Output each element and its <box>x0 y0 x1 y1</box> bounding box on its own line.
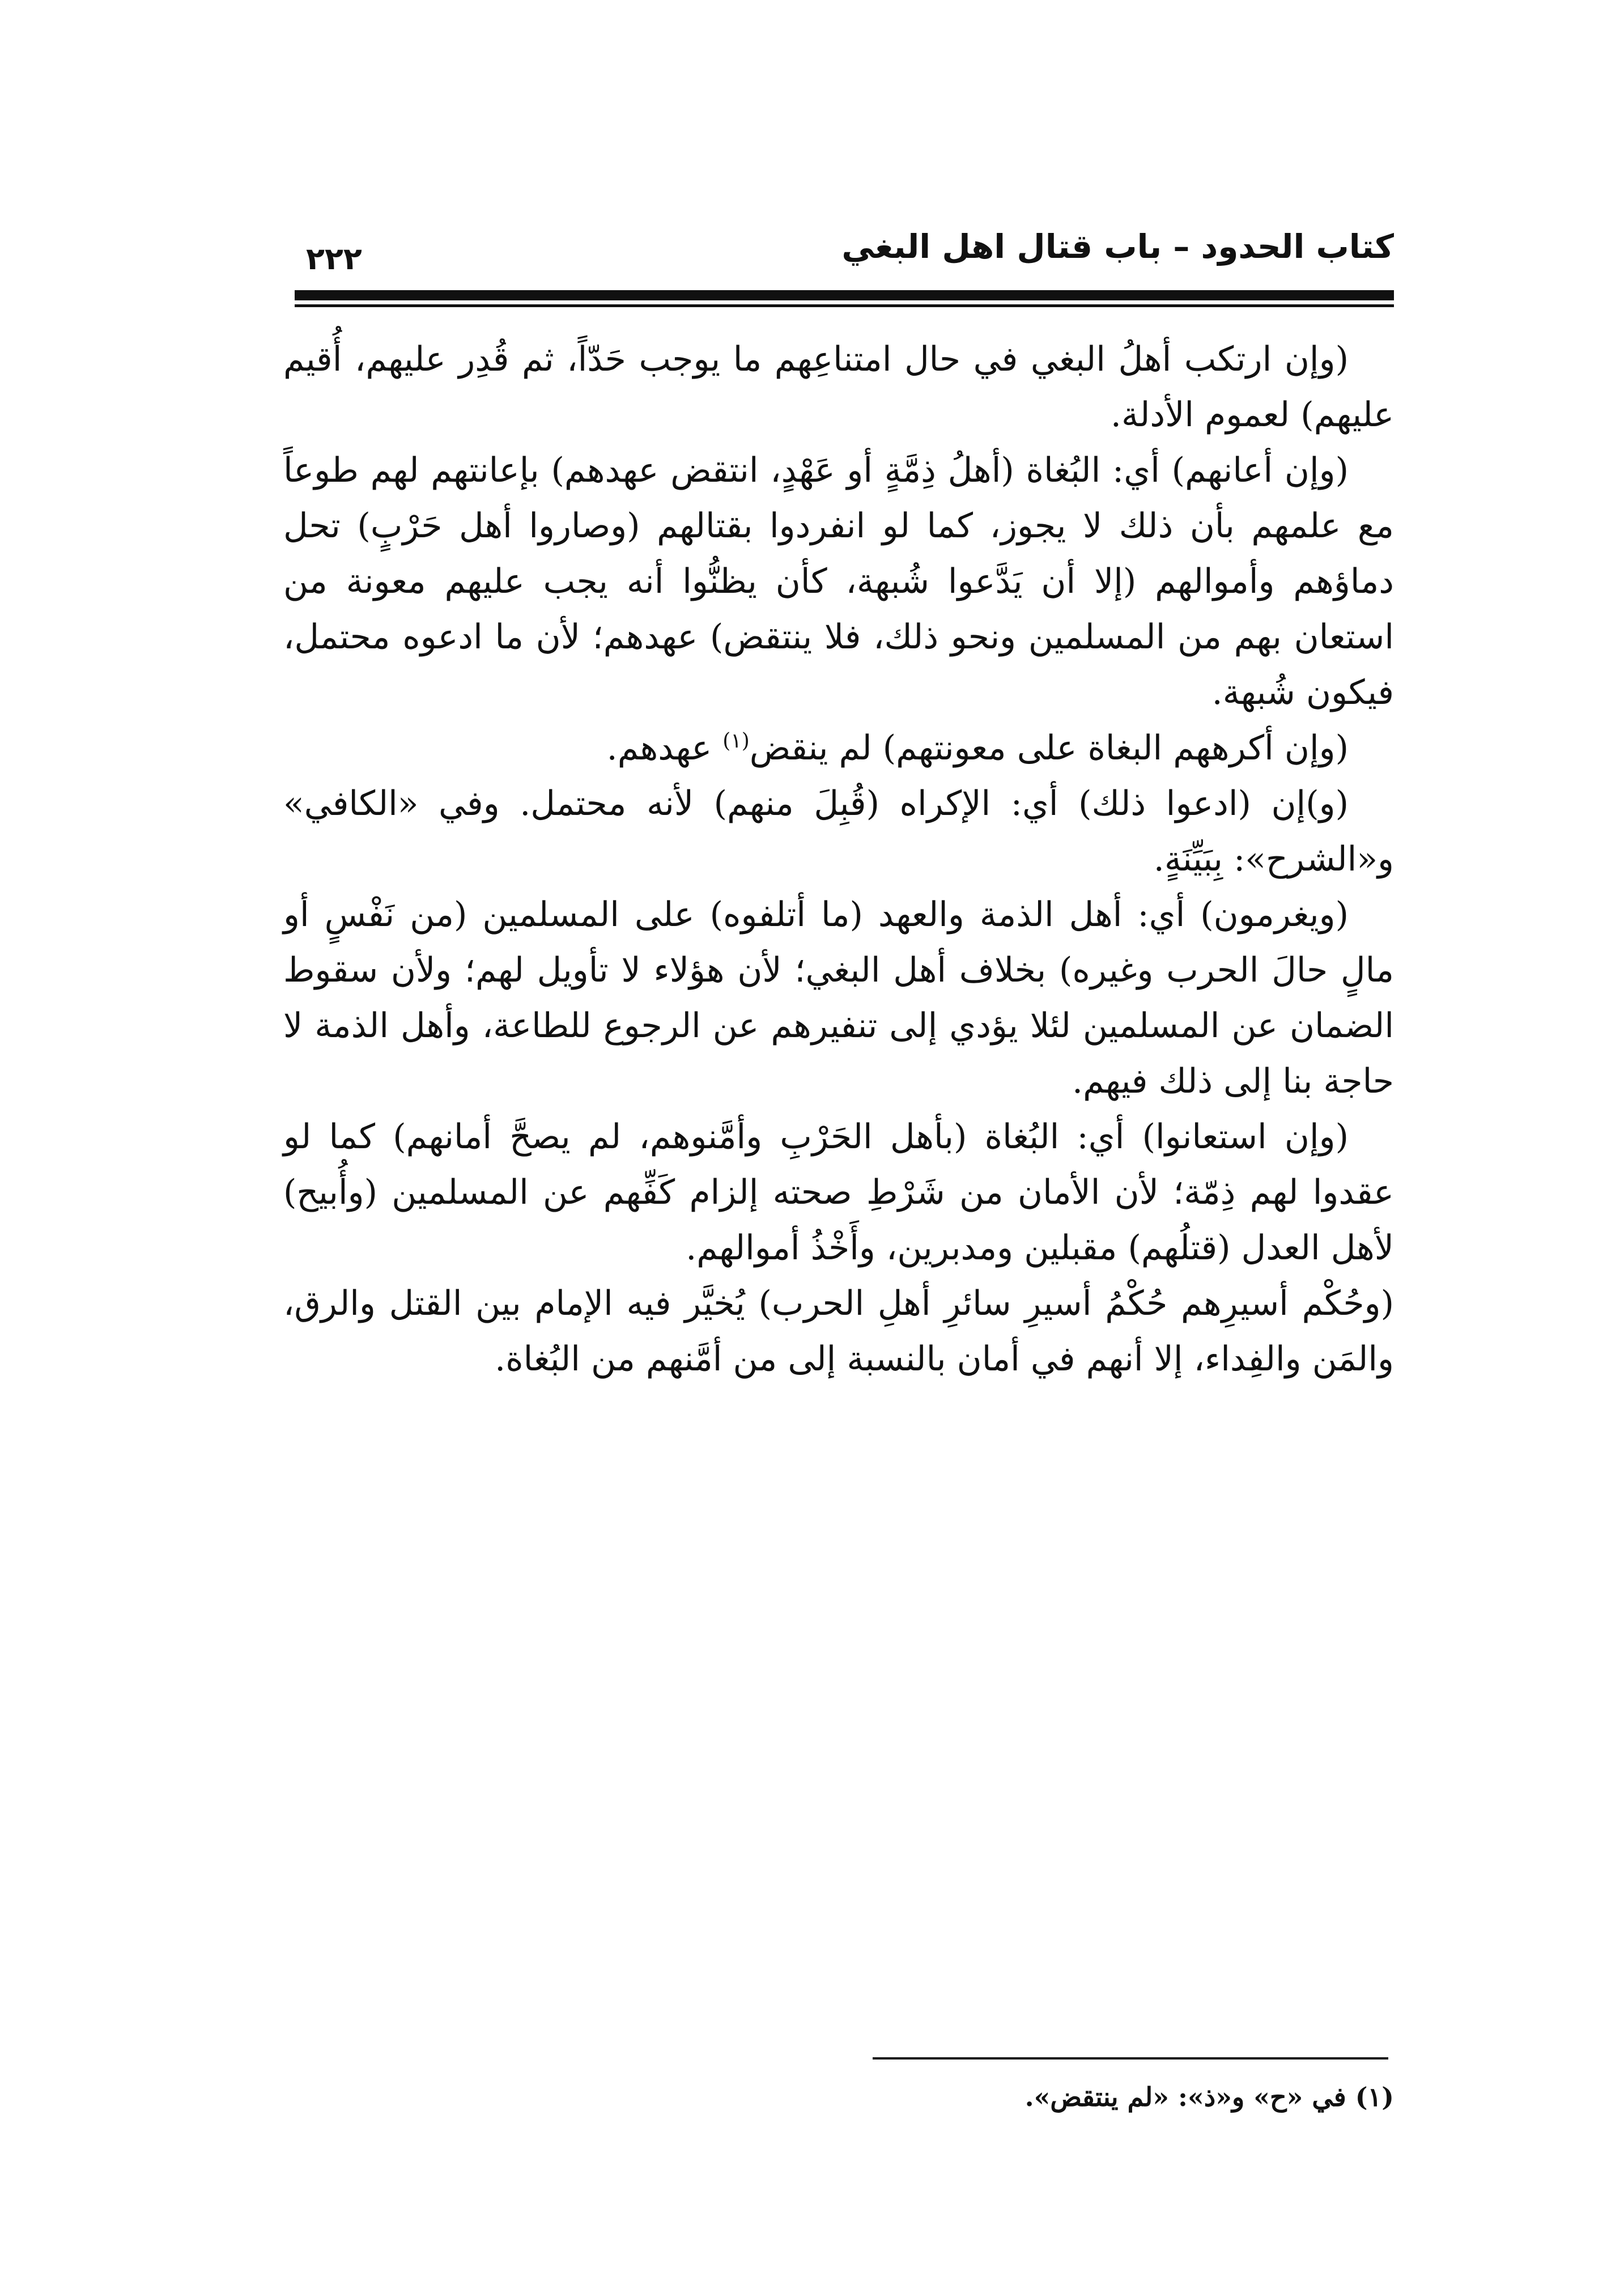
footnote-marker: (١) <box>722 729 750 753</box>
paragraph: (و)إن (ادعوا ذلك) أي: الإكراه (قُبِلَ منهم) لأنه محتمل. وفي «الكافي» و«الشرح»: بِبَيِّنَةٍ. <box>283 784 1394 879</box>
paragraph: (وإن ارتكب أهلُ البغي في حال امتناعِهم ما يوجب حَدّاً، ثم قُدِر عليهم، أُقيم عليهم) لعموم الأدلة. <box>283 339 1394 435</box>
page-number: ٢٢٢ <box>306 241 362 277</box>
footnote: (١) في «ح» و«ذ»: «لم ينتقض». <box>1024 2082 1394 2112</box>
running-title: كتاب الحدود – باب قتال اهل البغي <box>841 227 1394 266</box>
header-rule-thin <box>295 304 1394 307</box>
paragraph: (وحُكْم أسيرِهم حُكْمُ أسيرِ سائرِ أهلِ الحرب) يُخيَّر فيه الإمام بين القتل والرق، والمَن والفِداء، إلا أنهم في أمان بالنسبة إلى من أمَّنهم من البُغاة. <box>283 1284 1394 1379</box>
paragraph: (وإن أعانهم) أي: البُغاة (أهلُ ذِمَّةٍ أو عَهْدٍ، انتقض عهدهم) بإعانتهم لهم طوعاً مع علمهم بأن ذلك لا يجوز، كما لو انفردوا بقتالهم (وصاروا أهل حَرْبٍ) تحل دماؤهم وأموالهم (إلا أن يَدَّعوا شُبهة، كأن يظنُّوا أنه يجب عليهم معونة من استعان بهم من المسلمين ونحو ذلك، فلا ينتقض) عهدهم؛ لأن ما ادعوه محتمل، فيكون شُبهة. <box>283 451 1394 712</box>
paragraph: (ويغرمون) أي: أهل الذمة والعهد (ما أتلفوه) على المسلمين (من نَفْسٍ أو مالٍ حالَ الحرب وغيره) بخلاف أهل البغي؛ لأن هؤلاء لا تأويل لهم؛ ولأن سقوط الضمان عن المسلمين لئلا يؤدي إلى تنفيرهم عن الرجوع للطاعة، وأهل الذمة لا حاجة بنا إلى ذلك فيهم. <box>283 895 1395 1101</box>
paragraph <box>283 720 1394 776</box>
paragraph-text: (وإن أكرههم البغاة على معونتهم) لم ينقض <box>749 728 1349 768</box>
paragraph-text: عهدهم. <box>606 728 723 768</box>
main-text <box>283 332 1394 1387</box>
footnote-separator <box>873 2057 1388 2060</box>
page-header <box>295 224 1394 286</box>
header-rule-thick <box>295 290 1394 300</box>
paragraph: (وإن استعانوا) أي: البُغاة (بأهل الحَرْبِ وأمَّنوهم، لم يصحَّ أمانهم) كما لو عقدوا لهم ذِمّة؛ لأن الأمان من شَرْطِ صحته إلزام كَفِّهم عن المسلمين (وأُبيح) لأهل العدل (قتلُهم) مقبلين ومدبرين، وأَخْذُ أموالهم. <box>283 1117 1394 1268</box>
